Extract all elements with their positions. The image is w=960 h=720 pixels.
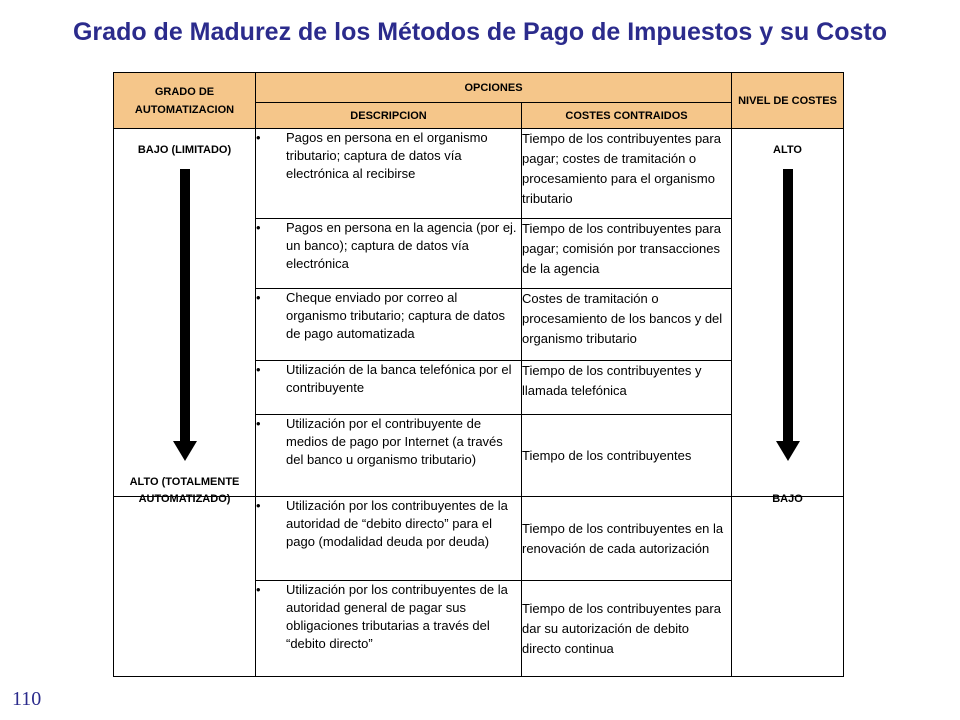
automation-high-label: ALTO (TOTALMENTE AUTOMATIZADO) (129, 476, 240, 505)
page-number: 110 (12, 688, 42, 710)
bullet-icon: • (256, 498, 261, 513)
option-description: • Pagos en persona en la agencia (por ej. un banco); captura de datos vía electrónica (256, 219, 522, 289)
arrow-down-icon (776, 169, 800, 461)
header-grado-automatizacion: GRADO DE AUTOMATIZACION (114, 73, 256, 129)
option-description: • Cheque enviado por correo al organismo tributario; captura de datos de pago automatizada (256, 289, 522, 361)
cost-low-label: BAJO (772, 493, 803, 505)
header-nivel-costes: NIVEL DE COSTES (732, 73, 844, 129)
bullet-icon: • (256, 582, 261, 597)
option-cost: Tiempo de los contribuyentes (522, 415, 732, 497)
cost-high-label: ALTO (773, 144, 802, 156)
bullet-icon: • (256, 220, 261, 235)
bullet-icon: • (256, 362, 261, 377)
payment-maturity-table (113, 72, 844, 677)
bullet-icon: • (256, 130, 261, 145)
option-cost: Tiempo de los contribuyentes en la renovación de cada autorización (522, 497, 732, 581)
table-row (114, 497, 844, 581)
option-cost: Tiempo de los contribuyentes para dar su autorización de debito directo continua (522, 581, 732, 677)
page-title: Grado de Madurez de los Métodos de Pago de Impuestos y su Costo (72, 18, 887, 46)
option-description: • Pagos en persona en el organismo tributario; captura de datos vía electrónica al recibirse (256, 129, 522, 219)
header-costes-contraidos: COSTES CONTRAIDOS (522, 103, 732, 129)
option-cost: Tiempo de los contribuyentes y llamada telefónica (522, 361, 732, 415)
option-cost: Tiempo de los contribuyentes para pagar; comisión por transacciones de la agencia (522, 219, 732, 289)
bullet-icon: • (256, 416, 261, 431)
option-description: • Utilización de la banca telefónica por el contribuyente (256, 361, 522, 415)
option-cost: Tiempo de los contribuyentes para pagar; costes de tramitación o procesamiento para el organismo tributario (522, 129, 732, 219)
automation-axis (114, 129, 256, 505)
arrow-down-icon (173, 169, 197, 461)
option-description: • Utilización por el contribuyente de medios de pago por Internet (a través del banco u organismo tributario) (256, 415, 522, 497)
automation-axis-continuation (114, 497, 256, 677)
option-description: • Utilización por los contribuyentes de la autoridad de “debito directo” para el pago (modalidad deuda por deuda) (256, 497, 522, 581)
option-description: • Utilización por los contribuyentes de la autoridad general de pagar sus obligaciones tributarias a través del “debito directo” (256, 581, 522, 677)
cost-level-axis (732, 129, 844, 505)
header-opciones: OPCIONES (256, 73, 732, 103)
automation-low-label: BAJO (LIMITADO) (137, 144, 232, 156)
bullet-icon: • (256, 290, 261, 305)
header-descripcion: DESCRIPCION (256, 103, 522, 129)
cost-axis-continuation (732, 497, 844, 677)
table-row (114, 129, 844, 219)
option-cost: Costes de tramitación o procesamiento de los bancos y del organismo tributario (522, 289, 732, 361)
